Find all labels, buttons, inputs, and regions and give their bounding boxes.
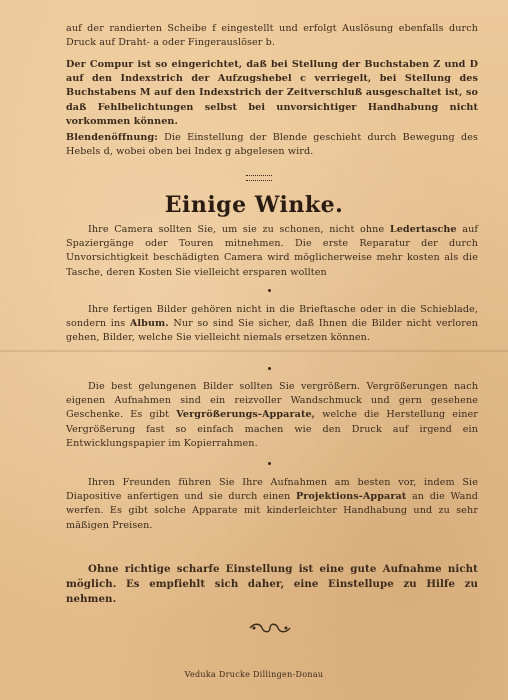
paper-fold [0, 350, 508, 352]
blende-label: Blendenöffnung: [66, 132, 158, 143]
bullet-dot [268, 289, 271, 292]
closing-paragraph [66, 562, 478, 607]
p3-text-a: Die best gelungenen Bilder sollten Sie vergrößern. Vergrößerungen nach eigenen Aufnahmen sind ein reizvoller Wandschmuck und gern gesehene Geschenke. Es gibt [66, 381, 478, 421]
p1-bold: Ledertasche [389, 224, 457, 235]
p4-text-c: an die Wand werfen. Es gibt solche Apparate mit kinderleichter Handhabung und zu sehr mäßigen Preisen. [66, 491, 478, 531]
p4-text-a: Ihren Freunden führen Sie Ihre Aufnahmen am besten vor, indem Sie Diapositive anfertigen und sie durch einen [66, 477, 478, 503]
p3-text-c: welche die Herstellung einer Vergrößerung fast so einfach machen wie den Druck auf irgend ein Entwicklungspapier im Kopierrahmen. [66, 409, 478, 449]
p2-bold: Album. [129, 318, 169, 330]
p1-text-c: auf Spaziergänge oder Touren mitnehmen. Die erste Reparatur der durch Unvorsichtigkeit beschädigten Camera wird möglicherweise mehr kosten als die Tasche, deren Kosten Sie vielleicht ersparen wollten [66, 224, 478, 278]
compur-text: Der Compur ist so eingerichtet, daß bei Stellung der Buchstaben Z und D auf den Indexstrich der Aufzugshebel c verriegelt, bei Stellung des Buchstabens M auf den Indexstrich der Zeitverschluß ausgeschaltet ist, so daß Fehlbelichtungen selbst bei unvorsichtiger Handhabung nicht vorkommen können. [66, 59, 478, 127]
bullet-dot [268, 367, 271, 370]
intro-paragraph [66, 22, 478, 50]
paragraph-ledertasche [66, 223, 478, 280]
paragraph-album [66, 303, 478, 346]
section-heading: Einige Winke. [164, 192, 344, 218]
p2-text-c: Nur so sind Sie sicher, daß Ihnen die Bilder nicht verloren gehen, Bilder, welche Sie vielleicht niemals ersetzen können. [66, 318, 478, 344]
compur-paragraph [66, 58, 478, 129]
blende-text: Die Einstellung der Blende geschieht durch Bewegung des Hebels d, wobei oben bei Index g abgelesen wird. [66, 132, 478, 158]
p1-text-a: Ihre Camera sollten Sie, um sie zu schonen, nicht ohne [88, 224, 390, 235]
paragraph-vergroesserung [66, 380, 478, 451]
bullet-dot [268, 462, 271, 465]
ornament-icon [248, 622, 292, 634]
closing-text: Ohne richtige scharfe Einstellung ist eine gute Aufnahme nicht möglich. Es empfiehlt sich daher, eine Einstellupe zu Hilfe zu nehmen. [66, 563, 478, 605]
blende-paragraph [66, 131, 478, 159]
p4-bold: Projektions-Apparat [295, 491, 407, 503]
p3-bold: Vergrößerungs-Apparate, [176, 409, 316, 421]
printer-imprint: Veduka Drucke Dillingen-Donau [184, 670, 324, 679]
paragraph-projektion [66, 476, 478, 533]
intro-text: auf der randierten Scheibe f eingestellt und erfolgt Auslösung ebenfalls durch Druck auf Draht- a oder Fingerauslöser b. [66, 23, 478, 49]
p2-text-a: Ihre fertigen Bilder gehören nicht in die Brieftasche oder in die Schieblade, sondern ins [66, 304, 478, 330]
section-divider [246, 175, 272, 181]
